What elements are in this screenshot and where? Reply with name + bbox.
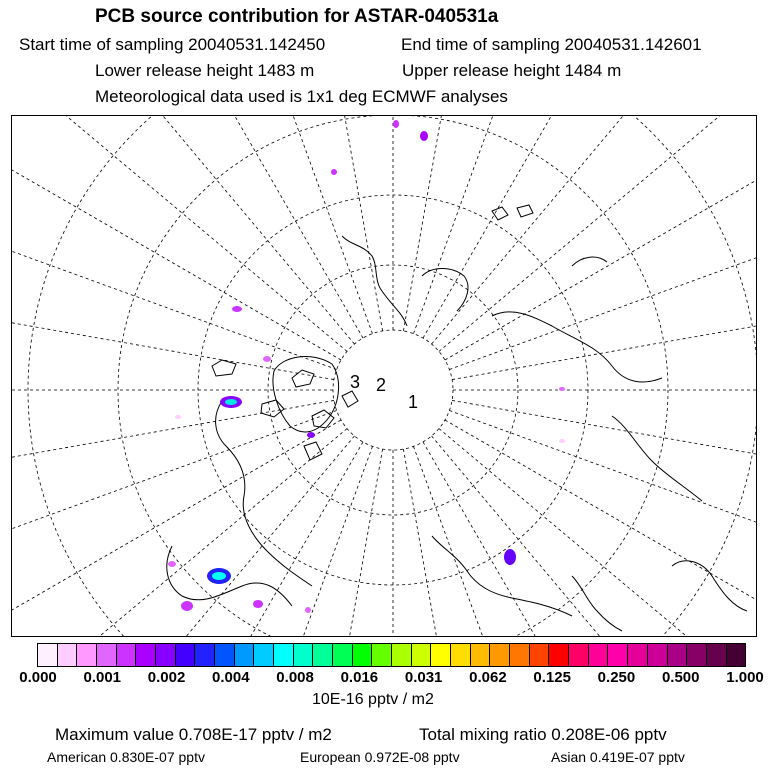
color-swatch xyxy=(727,644,746,666)
plume-small-3 xyxy=(559,439,565,443)
asian-contribution: Asian 0.419E-07 pptv xyxy=(551,749,685,765)
meridian-line xyxy=(449,411,756,636)
color-scale-tick-label: 0.125 xyxy=(533,669,571,686)
start-time: Start time of sampling 20040531.142450 xyxy=(19,35,326,54)
color-swatch xyxy=(569,644,589,666)
meridian-line xyxy=(445,420,756,636)
plume-europe-west-core xyxy=(225,399,237,405)
total-mixing-ratio: Total mixing ratio 0.208E-06 pptv xyxy=(419,725,667,744)
plume-east-asia xyxy=(504,549,516,565)
meridian-line xyxy=(12,429,347,636)
map-title: PCB source contribution for ASTAR-040531a xyxy=(95,6,499,27)
color-swatch xyxy=(136,644,156,666)
plume-small-2 xyxy=(559,387,565,391)
coast-greenland xyxy=(273,357,339,432)
plume-gulf xyxy=(253,600,263,608)
meridian-line xyxy=(439,429,756,636)
polar-map xyxy=(11,115,757,637)
pole-label-1: 1 xyxy=(408,392,419,412)
meridian-line xyxy=(403,116,531,331)
color-swatch xyxy=(412,644,432,666)
plume-arctic-top-2 xyxy=(393,120,399,128)
color-swatch xyxy=(313,644,333,666)
color-swatch xyxy=(451,644,471,666)
meridian-line xyxy=(12,411,337,636)
meridian-line xyxy=(439,116,756,351)
pole-labels xyxy=(350,372,418,412)
color-scale-tick-label: 0.002 xyxy=(147,669,186,686)
color-swatch xyxy=(333,644,353,666)
color-scale-tick-label: 0.016 xyxy=(340,669,379,686)
color-scale-tick-label: 0.500 xyxy=(661,669,700,686)
color-scale-tick-label: 0.062 xyxy=(469,669,507,686)
color-swatch xyxy=(372,644,392,666)
map-canvas xyxy=(12,116,756,636)
color-swatch xyxy=(648,644,668,666)
coast-japan xyxy=(572,576,622,631)
european-contribution: European 0.972E-08 pptv xyxy=(300,749,460,765)
meridian-line xyxy=(254,449,382,636)
meridian-line xyxy=(449,116,756,369)
plume-us-east xyxy=(181,601,193,611)
color-swatch xyxy=(294,644,314,666)
color-swatch xyxy=(608,644,628,666)
coast-canadian-archipelago xyxy=(261,370,361,460)
latitude-circle xyxy=(28,116,756,636)
meridian-line xyxy=(432,436,756,636)
latitude-circle xyxy=(268,265,518,515)
color-swatch xyxy=(549,644,569,666)
coast-siberia-east xyxy=(612,416,702,501)
meridian-line xyxy=(452,251,756,379)
units-label: 10E-16 pptv / m2 xyxy=(312,691,434,708)
color-scale-bar xyxy=(37,643,746,667)
color-scale-tick-label: 0.250 xyxy=(597,669,636,686)
meridian-line xyxy=(403,449,531,636)
color-swatch xyxy=(274,644,294,666)
color-swatch xyxy=(353,644,373,666)
color-scale-tick-label: 0.031 xyxy=(404,669,443,686)
color-swatch xyxy=(38,644,58,666)
pole-label-3: 3 xyxy=(350,372,361,392)
color-scale-tick-label: 0.004 xyxy=(212,669,250,686)
meridian-line xyxy=(414,116,667,334)
coast-asia-pacific xyxy=(672,561,747,611)
meteorological-data: Meteorological data used is 1x1 deg ECMWF analyses xyxy=(95,87,508,106)
plume-canada-2 xyxy=(263,356,271,362)
color-scale-tick-label: 1.000 xyxy=(726,669,764,686)
plume-gulf-2 xyxy=(305,607,311,613)
meridian-line xyxy=(423,442,756,636)
color-swatch xyxy=(707,644,727,666)
color-swatch xyxy=(117,644,137,666)
coast-hudson-north-america xyxy=(216,401,312,586)
meridian-line xyxy=(12,420,341,636)
plume-canada xyxy=(232,306,242,312)
color-scale-tick-label: 0.000 xyxy=(19,669,57,686)
maximum-value: Maximum value 0.708E-17 pptv / m2 xyxy=(55,725,332,744)
plume-arctic-top xyxy=(420,131,428,141)
end-time: End time of sampling 20040531.142601 xyxy=(401,35,702,54)
meridian-line xyxy=(119,116,372,334)
color-swatch xyxy=(97,644,117,666)
meridian-line xyxy=(423,116,756,338)
color-swatch xyxy=(668,644,688,666)
coast-iceland xyxy=(212,360,236,376)
color-swatch xyxy=(392,644,412,666)
color-swatch xyxy=(58,644,78,666)
color-swatch xyxy=(431,644,451,666)
plume-small-1 xyxy=(175,415,181,419)
color-swatch xyxy=(176,644,196,666)
color-scale-tick-label: 0.001 xyxy=(83,669,122,686)
meridian-line xyxy=(432,116,756,344)
coast-alaska xyxy=(432,536,572,616)
coast-europe xyxy=(342,236,407,326)
coast-novaya-zemlya xyxy=(572,257,607,266)
color-swatch xyxy=(156,644,176,666)
color-swatch xyxy=(215,644,235,666)
color-swatch xyxy=(589,644,609,666)
american-contribution: American 0.830E-07 pptv xyxy=(47,749,205,765)
meridian-line xyxy=(452,400,756,528)
color-swatch xyxy=(628,644,648,666)
lower-release-height: Lower release height 1483 m xyxy=(95,61,315,80)
meridian-line xyxy=(254,116,382,331)
color-swatch xyxy=(254,644,274,666)
color-swatch xyxy=(530,644,550,666)
plume-us-east-2 xyxy=(168,561,176,567)
upper-release-height: Upper release height 1484 m xyxy=(402,61,622,80)
color-swatch xyxy=(490,644,510,666)
coastlines xyxy=(167,205,747,631)
color-swatch xyxy=(77,644,97,666)
color-swatch xyxy=(235,644,255,666)
plume-greenland xyxy=(307,432,315,438)
color-scale-tick-label: 0.008 xyxy=(276,669,314,686)
meridian-line xyxy=(12,116,363,338)
meridian-line xyxy=(12,116,347,351)
plume-arctic-mid xyxy=(331,169,337,175)
meridian-line xyxy=(12,116,354,344)
pole-label-2: 2 xyxy=(376,375,387,395)
color-swatch xyxy=(510,644,530,666)
meridian-line xyxy=(445,116,756,360)
color-swatch xyxy=(471,644,491,666)
coast-scandinavia xyxy=(422,269,468,312)
color-swatch xyxy=(195,644,215,666)
latitude-circle xyxy=(198,195,588,585)
color-swatch xyxy=(687,644,707,666)
plume-north-america-core xyxy=(212,572,226,580)
